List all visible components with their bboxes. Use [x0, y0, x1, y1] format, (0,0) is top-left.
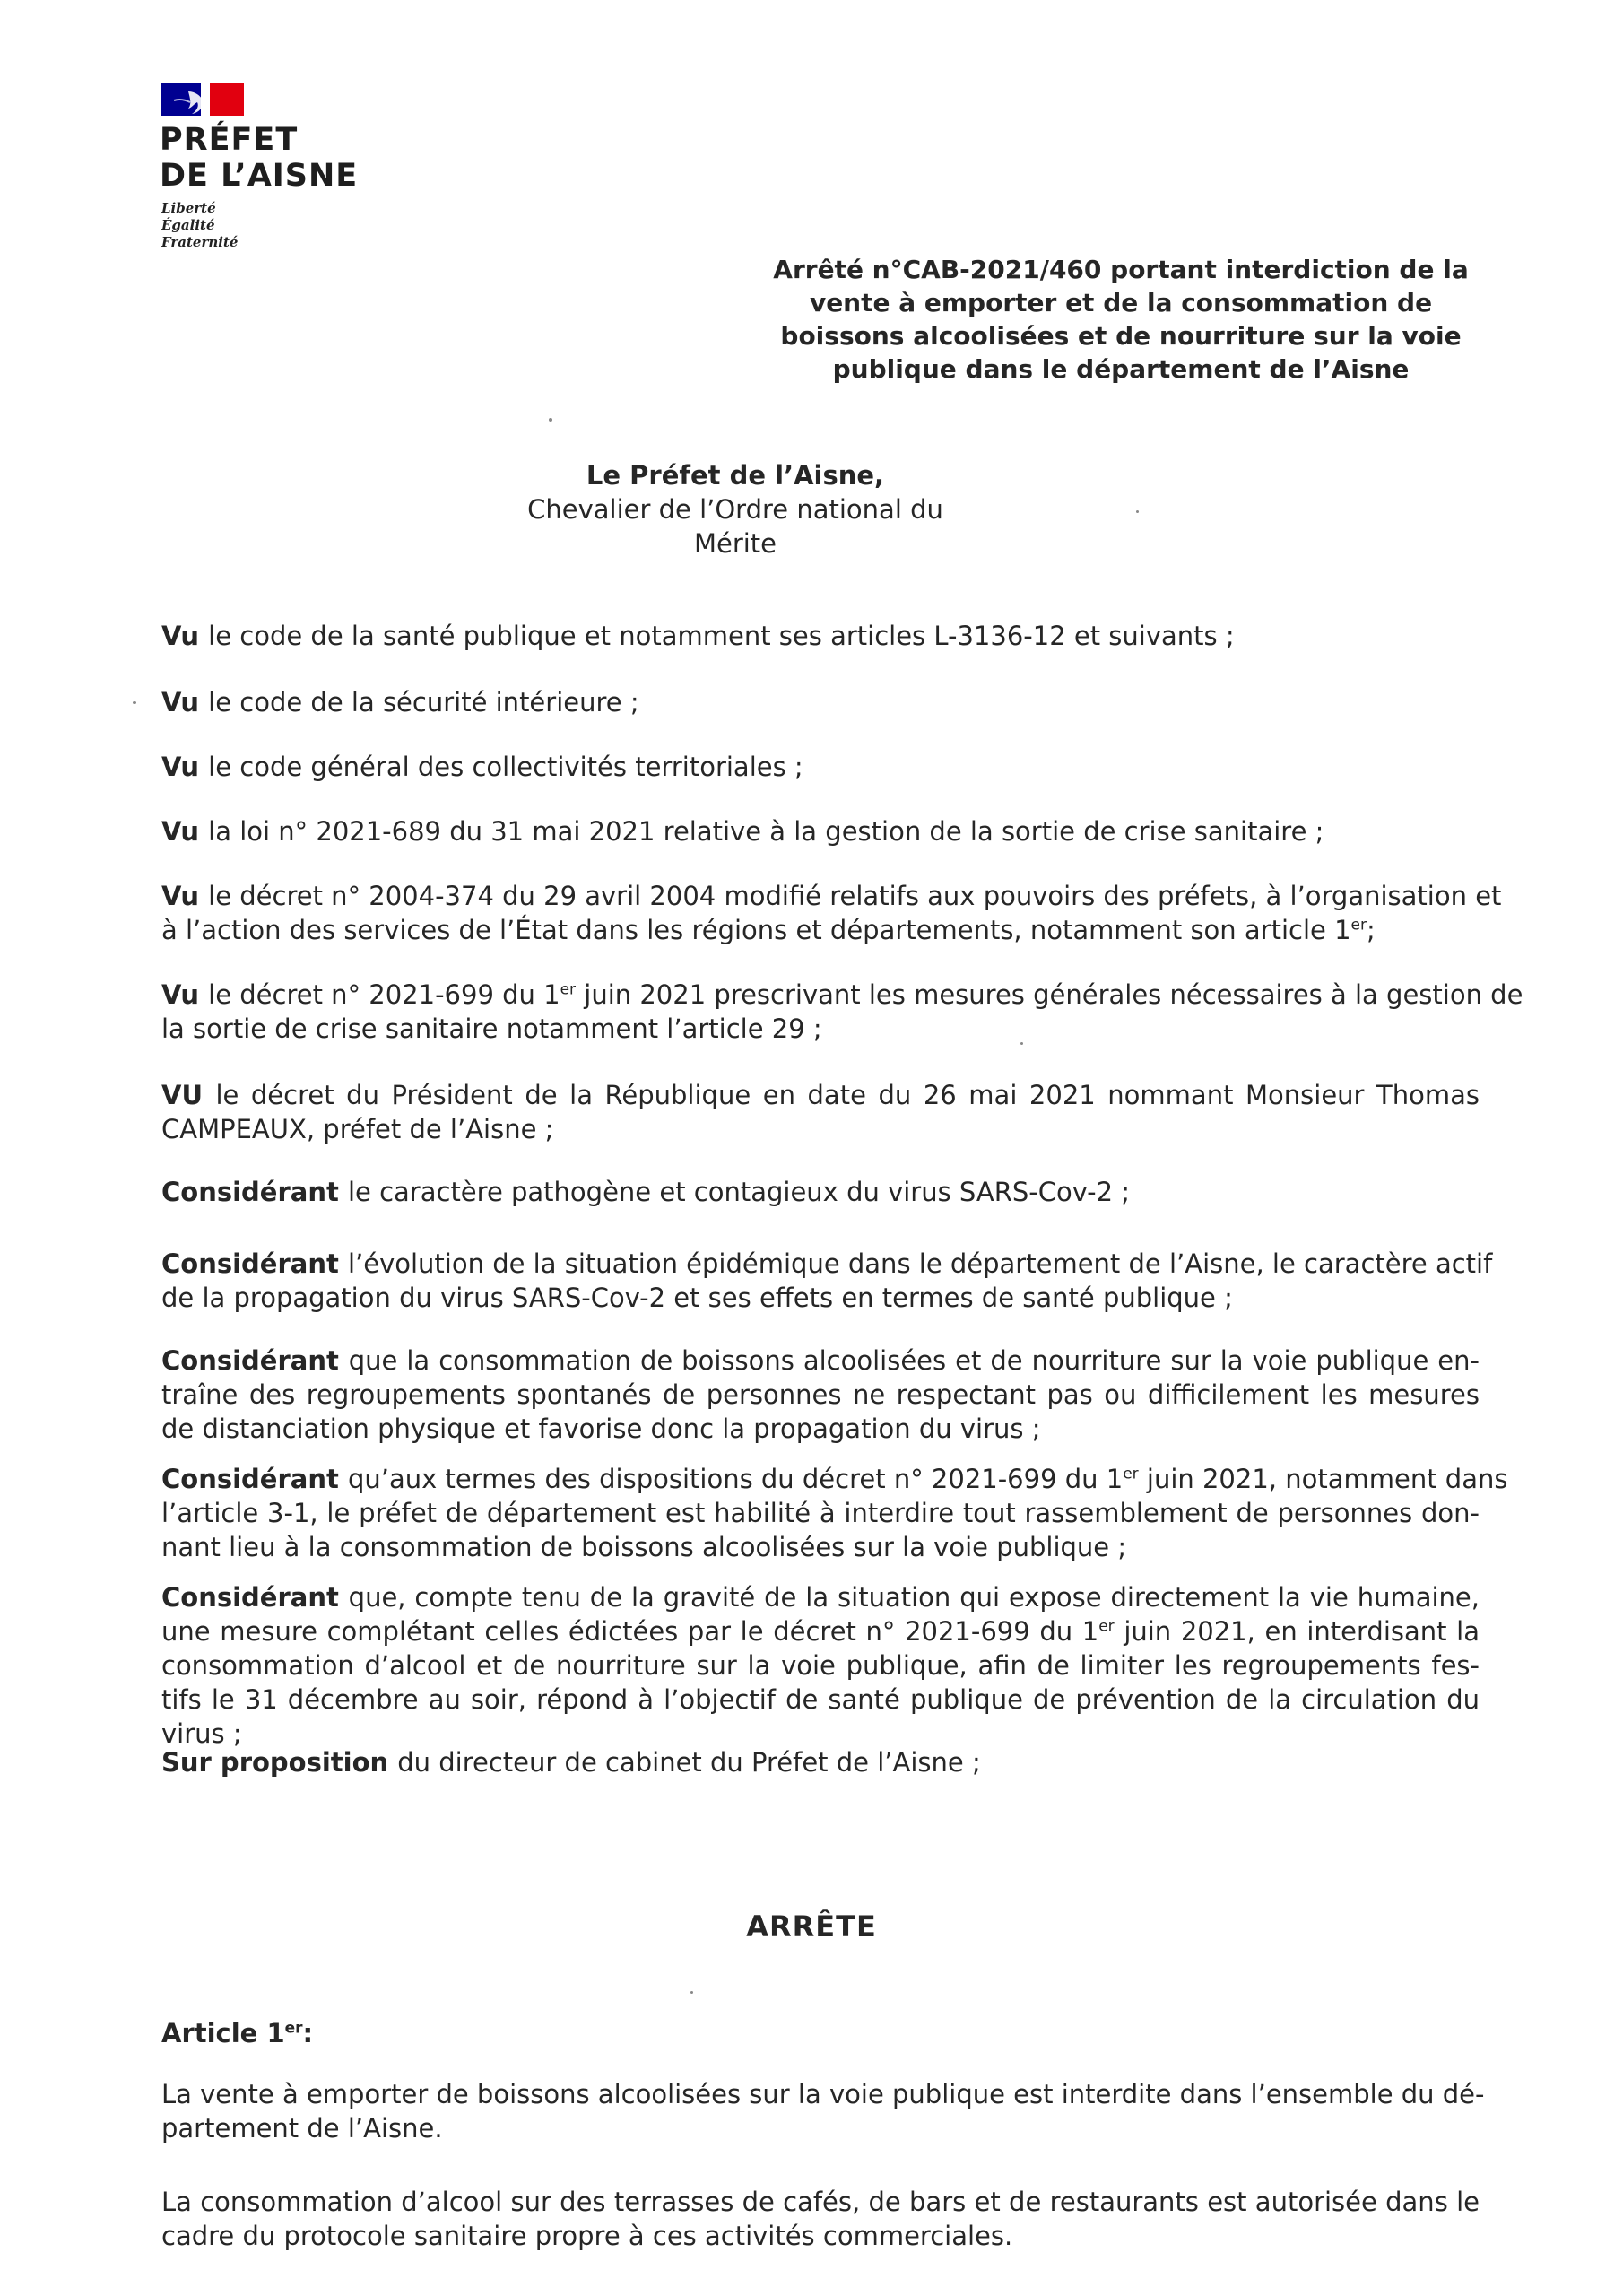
signatory-title: Chevalier de l’Ordre national du Mérite	[527, 494, 943, 559]
consideration-line: la sortie de crise sanitaire notamment l’article 29 ;	[161, 1013, 822, 1044]
consideration-line: Vu le code de la santé publique et notamment ses articles L-3136-12 et suivants ;	[161, 621, 1235, 651]
consideration-line: Considérant qu’aux termes des dispositions du décret n° 2021-699 du 1er juin 2021, notamment dans	[161, 1464, 1508, 1494]
consideration-paragraph	[161, 978, 1523, 1046]
article-heading-suffix: :	[302, 2018, 314, 2048]
signatory-block	[502, 458, 968, 561]
consideration-paragraph	[161, 1078, 1480, 1146]
consideration-line: Vu le décret n° 2021-699 du 1er juin 2021 prescrivant les mesures générales nécessaires à la gestion de	[161, 979, 1523, 1010]
consideration-line: traîne des regroupements spontanés de personnes ne respectant pas ou difficilement les mesures	[161, 1379, 1480, 1410]
decree-title	[771, 253, 1471, 386]
consideration-line: Vu la loi n° 2021-689 du 31 mai 2021 relative à la gestion de la sortie de crise sanitaire ;	[161, 816, 1324, 847]
article-paragraph	[161, 2077, 1485, 2145]
consideration-keyword: Vu	[161, 621, 209, 651]
consideration-keyword: Sur proposition	[161, 1747, 398, 1778]
article-heading-sup: er	[284, 2019, 303, 2038]
consideration-line: Vu le code de la sécurité intérieure ;	[161, 687, 639, 718]
decree-title-line: publique dans le département de l’Aisne	[832, 354, 1410, 384]
consideration-paragraph	[161, 1344, 1480, 1446]
consideration-paragraph	[161, 619, 1480, 653]
consideration-paragraph	[161, 685, 1480, 719]
consideration-line: l’article 3-1, le préfet de département est habilité à interdire tout rassemblement de personnes don-	[161, 1498, 1480, 1528]
scan-speck	[133, 701, 136, 704]
republic-motto	[161, 200, 238, 251]
consideration-line: tifs le 31 décembre au soir, répond à l’objectif de santé publique de prévention de la circulation du	[161, 1684, 1480, 1715]
consideration-keyword: Considérant	[161, 1464, 348, 1494]
consideration-line: nant lieu à la consommation de boissons alcoolisées sur la voie publique ;	[161, 1532, 1127, 1562]
consideration-line: Considérant que la consommation de boissons alcoolisées et de nourriture sur la voie publique en-	[161, 1345, 1480, 1376]
consideration-line: de la propagation du virus SARS-Cov-2 et ses effets en termes de santé publique ;	[161, 1283, 1233, 1313]
consideration-paragraph	[161, 1580, 1480, 1751]
consideration-line: Sur proposition du directeur de cabinet du Préfet de l’Aisne ;	[161, 1747, 981, 1778]
prefecture-name	[160, 122, 358, 194]
consideration-paragraph	[161, 1247, 1493, 1315]
consideration-paragraph	[161, 750, 1480, 784]
consideration-line: virus ;	[161, 1718, 242, 1749]
scan-speck	[549, 418, 552, 422]
consideration-keyword: Considérant	[161, 1248, 348, 1279]
consideration-paragraph	[161, 1462, 1508, 1564]
consideration-line: Considérant l’évolution de la situation épidémique dans le département de l’Aisne, le caractère actif	[161, 1248, 1493, 1279]
article-paragraph-line: partement de l’Aisne.	[161, 2113, 443, 2144]
consideration-line: consommation d’alcool et de nourriture sur la voie publique, afin de limiter les regroupements fes-	[161, 1650, 1480, 1681]
consideration-keyword: Considérant	[161, 1177, 348, 1207]
decree-title-line: boissons alcoolisées et de nourriture sur la voie	[780, 321, 1462, 351]
decree-title-line: vente à emporter et de la consommation de	[809, 288, 1433, 317]
consideration-keyword: Considérant	[161, 1582, 349, 1613]
signatory-name: Le Préfet de l’Aisne,	[586, 460, 885, 491]
consideration-keyword: Vu	[161, 979, 209, 1010]
marianne-logo-icon	[161, 81, 244, 118]
prefecture-name-line: DE L’AISNE	[160, 158, 359, 194]
consideration-keyword: Vu	[161, 816, 209, 847]
consideration-paragraph	[161, 1175, 1480, 1209]
consideration-paragraph	[161, 814, 1480, 848]
consideration-line: Vu le décret n° 2004-374 du 29 avril 2004 modifié relatifs aux pouvoirs des préfets, à l’organisation et	[161, 881, 1502, 911]
scan-speck	[690, 1991, 693, 1994]
article-paragraph-line: La consommation d’alcool sur des terrasses de cafés, de bars et de restaurants est autorisée dans le	[161, 2187, 1480, 2217]
motto-liberte: Liberté	[161, 200, 216, 216]
consideration-line: VU le décret du Président de la République en date du 26 mai 2021 nommant Monsieur Thomas	[161, 1080, 1480, 1110]
consideration-line: Considérant le caractère pathogène et contagieux du virus SARS-Cov-2 ;	[161, 1177, 1131, 1207]
consideration-line: Vu le code général des collectivités territoriales ;	[161, 752, 803, 782]
consideration-line: CAMPEAUX, préfet de l’Aisne ;	[161, 1114, 554, 1144]
consideration-keyword: VU	[161, 1080, 216, 1110]
prefecture-name-line: PRÉFET	[160, 122, 299, 158]
article-paragraph-line: cadre du protocole sanitaire propre à ces activités commerciales.	[161, 2221, 1013, 2251]
consideration-line: de distanciation physique et favorise donc la propagation du virus ;	[161, 1413, 1041, 1444]
scan-speck	[1136, 510, 1139, 513]
scan-speck	[1020, 1042, 1023, 1045]
article-paragraph-line: La vente à emporter de boissons alcoolisées sur la voie publique est interdite dans l’ensemble du dé-	[161, 2079, 1485, 2109]
motto-egalite: Égalité	[161, 217, 215, 233]
decision-heading: ARRÊTE	[746, 1909, 877, 1944]
consideration-paragraph	[161, 1745, 1480, 1779]
consideration-line: Considérant que, compte tenu de la gravité de la situation qui expose directement la vie humaine,	[161, 1582, 1480, 1613]
motto-fraternite: Fraternité	[161, 234, 239, 250]
article-heading	[161, 2016, 313, 2050]
article-heading-text: Article 1	[161, 2018, 285, 2048]
decree-title-line: Arrêté n°CAB-2021/460 portant interdiction de la	[773, 255, 1469, 284]
consideration-paragraph	[161, 879, 1502, 947]
consideration-keyword: Vu	[161, 752, 209, 782]
consideration-line: une mesure complétant celles édictées par le décret n° 2021-699 du 1er juin 2021, en interdisant la	[161, 1616, 1480, 1647]
consideration-keyword: Vu	[161, 881, 209, 911]
consideration-keyword: Considérant	[161, 1345, 349, 1376]
consideration-line: à l’action des services de l’État dans les régions et départements, notamment son article 1er;	[161, 915, 1376, 945]
article-paragraph	[161, 2185, 1480, 2253]
consideration-keyword: Vu	[161, 687, 209, 718]
